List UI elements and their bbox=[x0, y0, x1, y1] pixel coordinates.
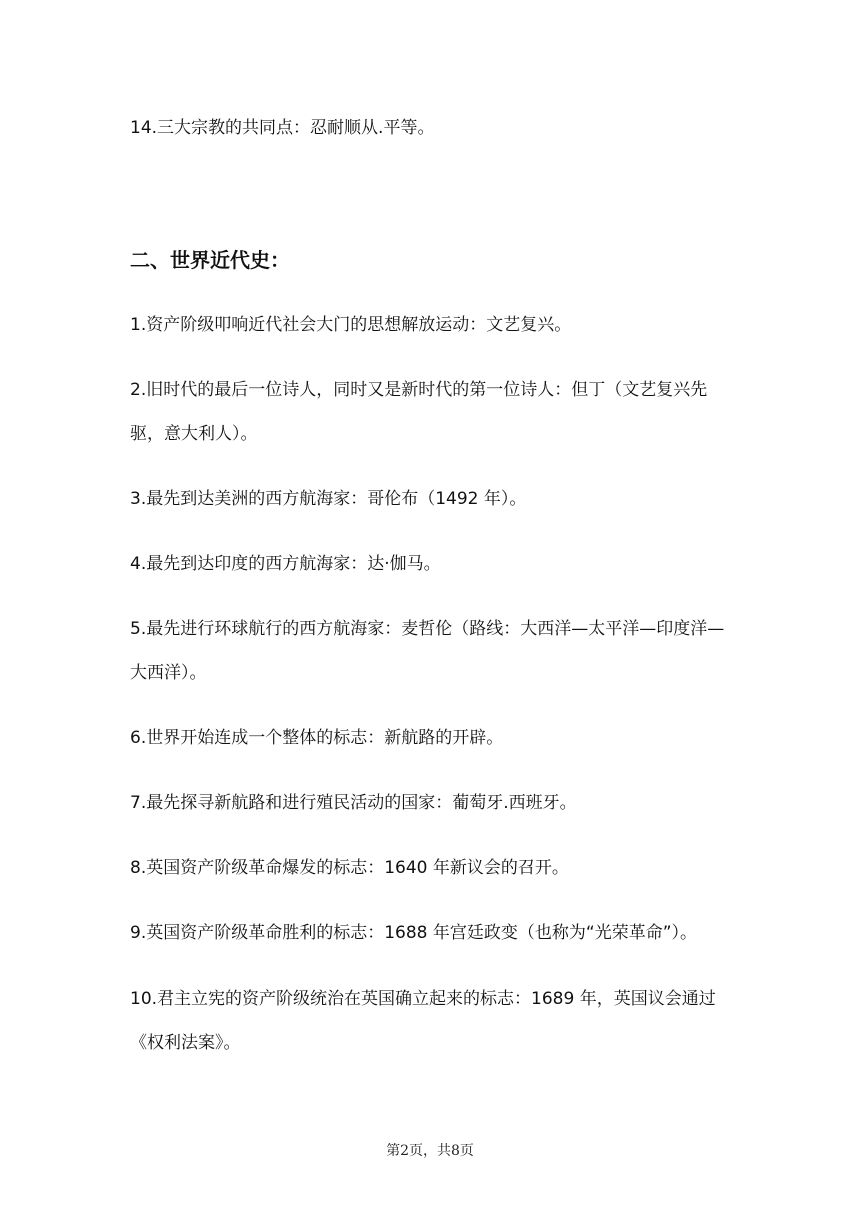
list-item: 4.最先到达印度的西方航海家：达·伽马。 bbox=[130, 554, 441, 574]
list-item: 7.最先探寻新航路和进行殖民活动的国家：葡萄牙.西班牙。 bbox=[130, 793, 577, 813]
list-item: 3.最先到达美洲的西方航海家：哥伦布（1492 年）。 bbox=[130, 489, 527, 509]
list-item: 9.英国资产阶级革命胜利的标志：1688 年宫廷政变（也称为“光荣革命”）。 bbox=[130, 923, 698, 943]
list-item: 2.旧时代的最后一位诗人，同时又是新时代的第一位诗人：但丁（文艺复兴先驱，意大利人）。 bbox=[130, 380, 708, 444]
page-footer: 第2页，共8页 bbox=[386, 1143, 474, 1159]
list-item: 6.世界开始连成一个整体的标志：新航路的开辟。 bbox=[130, 728, 504, 748]
list-item: 10.君主立宪的资产阶级统治在英国确立起来的标志：1689 年，英国议会通过《权利法案》。 bbox=[130, 989, 716, 1053]
section-heading: 二、世界近代史： bbox=[130, 248, 290, 272]
list-item: 1.资产阶级叩响近代社会大门的思想解放运动：文艺复兴。 bbox=[130, 315, 572, 335]
list-item: 8.英国资产阶级革命爆发的标志：1640 年新议会的召开。 bbox=[130, 858, 569, 878]
list-item: 5.最先进行环球航行的西方航海家：麦哲伦（路线：大西洋—太平洋—印度洋—大西洋）。 bbox=[130, 619, 725, 683]
list-item: 14.三大宗教的共同点：忍耐顺从.平等。 bbox=[130, 118, 435, 138]
